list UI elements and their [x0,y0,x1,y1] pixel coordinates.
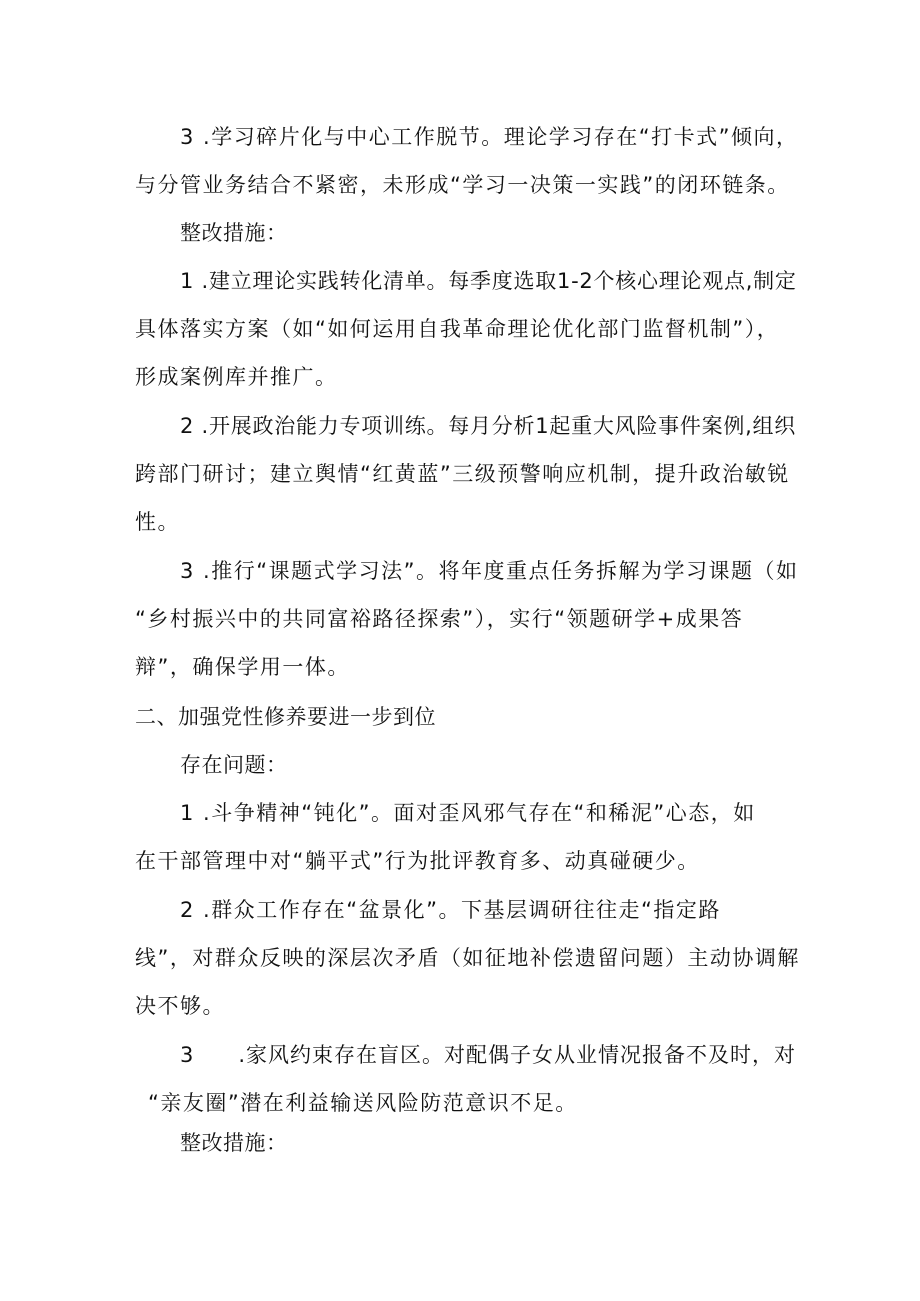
paragraph-line: “亲友圈”潜在利益输送风险防范意识不足。 [148,1091,578,1115]
section-subheading: 存在问题： [180,753,288,777]
paragraph-line: 在干部管理中对“躺平式”行为批评教育多、动真碰硬少。 [135,849,700,873]
paragraph-line: 性。 [135,510,180,534]
paragraph-line: 形成案例库并推广。 [135,365,338,389]
paragraph-line: 3 .推行“课题式学习法”。将年度重点任务拆解为学习课题（如 [180,559,799,583]
paragraph-line: “乡村振兴中的共同富裕路径探索”），实行“领题研学+成果答 [135,607,744,631]
section-subheading: 整改措施： [180,1131,288,1155]
paragraph-line: 1 .建立理论实践转化清单。每季度选取1-2个核心理论观点,制定 [180,269,797,293]
paragraph-line: 1 .斗争精神“钝化”。面对歪风邪气存在“和稀泥”心态，如 [180,801,756,825]
paragraph-line: 与分管业务结合不紧密，未形成“学习一决策一实践”的闭环链条。 [135,173,790,197]
section-subheading: 整改措施： [180,221,288,245]
paragraph-line: 线”，对群众反映的深层次矛盾（如征地补偿遗留问题）主动协调解 [135,946,800,970]
paragraph-line: 辩”，确保学用一体。 [135,655,350,679]
paragraph-line: 具体落实方案（如“如何运用自我革命理论优化部门监督机制”）， [135,317,780,341]
paragraph-line: 3 .学习碎片化与中心工作脱节。理论学习存在“打卡式”倾向， [180,125,799,149]
paragraph-line: 3 .家风约束存在盲区。对配偶子女从业情况报备不及时，对 [180,1043,797,1067]
paragraph-line: 2 .群众工作存在“盆景化”。下基层调研往往走“指定路 [180,898,721,922]
paragraph-line: 跨部门研讨；建立舆情“红黄蓝”三级预警响应机制，提升政治敏锐 [135,462,790,486]
paragraph-line: 2 .开展政治能力专项训练。每月分析1起重大风险事件案例,组织 [180,414,796,438]
section-heading: 二、加强党性修养要进一步到位 [135,705,436,729]
paragraph-line: 决不够。 [135,994,225,1018]
